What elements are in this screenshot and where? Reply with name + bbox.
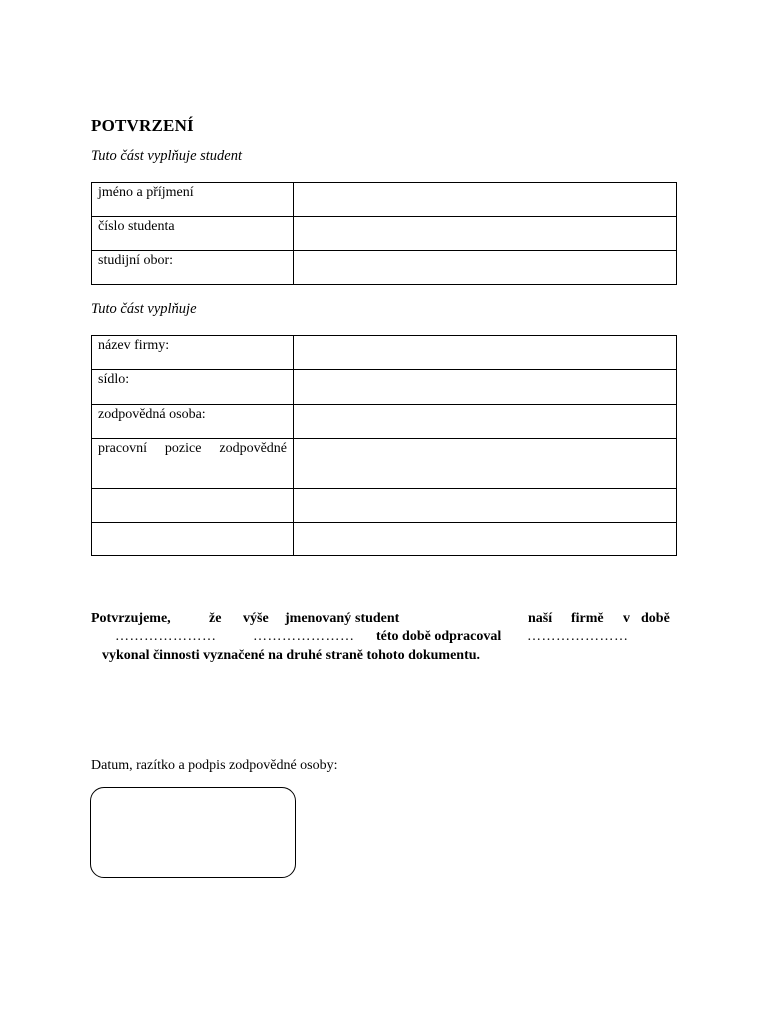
signature-label: Datum, razítko a podpis zodpovědné osoby: [91,758,338,773]
table-row [92,523,677,556]
empty-label-1[interactable] [92,489,294,523]
confirmation-word: jmenovaný [285,611,352,626]
table-row [92,251,677,285]
table-row [92,183,677,217]
table-row [92,405,677,439]
student-info-table [91,182,677,285]
table-row [92,489,677,523]
confirmation-word: naší [528,611,553,626]
confirmation-word: firmě [571,611,604,626]
student-section-subtitle: Tuto část vyplňuje student [91,148,243,164]
company-seat-field[interactable] [294,370,677,405]
responsible-person-label: zodpovědná osoba: [92,405,294,439]
company-seat-label: sídlo: [92,370,294,405]
empty-field-2[interactable] [294,523,677,556]
date-from-blank[interactable]: ………………… [115,629,217,644]
table-row [92,370,677,405]
signature-stamp-box[interactable] [90,787,296,878]
confirmation-word: Potvrzujeme, [91,611,171,626]
responsible-position-label: pracovní pozice zodpovědné [92,439,294,489]
company-name-label: název firmy: [92,336,294,370]
date-to-blank[interactable]: ………………… [253,629,355,644]
responsible-position-field[interactable] [294,439,677,489]
confirmation-text: této době odpracoval [376,629,502,644]
confirmation-word: v [623,611,630,626]
hours-blank[interactable]: ………………… [527,629,629,644]
confirmation-word: výše [243,611,269,626]
confirmation-line-3: vykonal činnosti vyznačené na druhé straně tohoto dokumentu. [102,648,481,663]
study-field-label: studijní obor: [92,251,294,285]
table-row [92,336,677,370]
empty-field-1[interactable] [294,489,677,523]
student-name-label: jméno a příjmení [92,183,294,217]
confirmation-word: student [355,611,400,626]
student-name-field[interactable] [294,183,677,217]
company-section-subtitle: Tuto část vyplňuje [91,301,197,317]
study-field-field[interactable] [294,251,677,285]
company-name-field[interactable] [294,336,677,370]
table-row [92,217,677,251]
table-row [92,439,677,489]
student-number-field[interactable] [294,217,677,251]
responsible-person-field[interactable] [294,405,677,439]
student-number-label: číslo studenta [92,217,294,251]
confirmation-word: že [209,611,222,626]
confirmation-word: době [641,611,670,626]
company-info-table [91,335,677,556]
page-title: POTVRZENÍ [91,116,194,135]
empty-label-2[interactable] [92,523,294,556]
